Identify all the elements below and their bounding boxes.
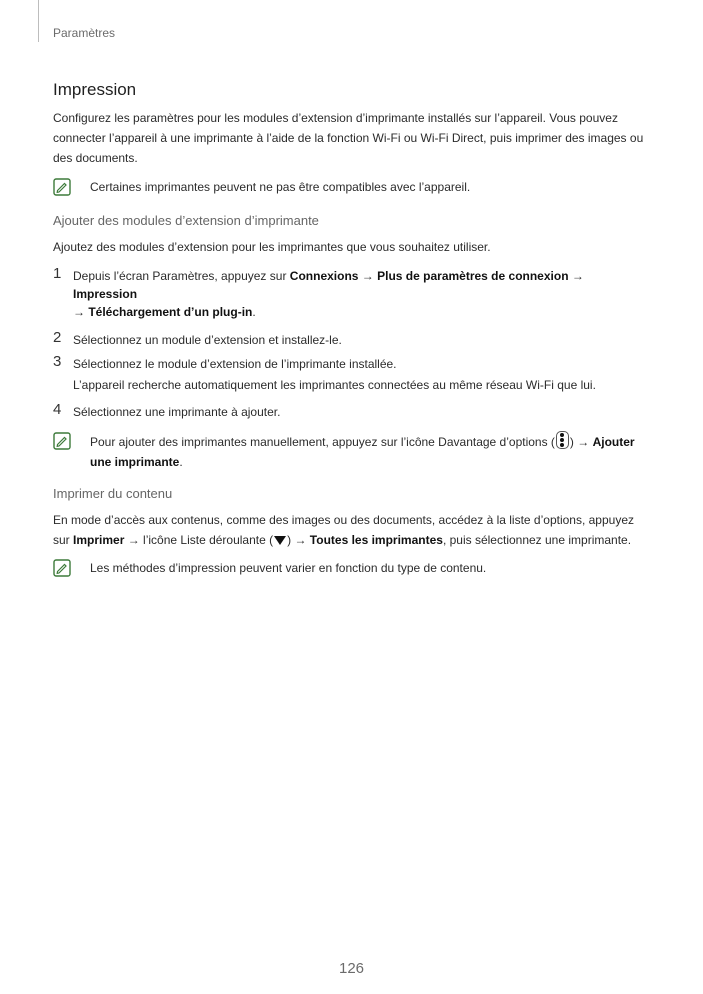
step-number: 4 xyxy=(53,401,62,418)
step-3: 3 Sélectionnez le module d’extension de l’imprimante installée. L’appareil recherche automatiquement les imprimantes connectées au même réseau Wi-Fi que lui. xyxy=(53,353,596,392)
dropdown-icon xyxy=(274,536,286,545)
section-heading-plugins: Ajouter des modules d’extension d’imprimante xyxy=(53,213,319,228)
step-number: 1 xyxy=(53,265,62,282)
step-2: 2 Sélectionnez un module d’extension et installez-le. xyxy=(53,329,342,347)
page-number: 126 xyxy=(338,960,365,977)
section-heading-print-content: Imprimer du contenu xyxy=(53,486,173,501)
menu-path-more-settings: Plus de paramètres de connexion xyxy=(377,269,569,283)
more-options-icon xyxy=(556,431,569,449)
header-divider xyxy=(38,0,39,42)
print-content-paragraph: En mode d’accès aux contenus, comme des images ou des documents, accédez à la liste d’options, appuyez sur Imprimer → l’icône Liste déroulante ( ) → Toutes les imprimantes, puis sélectionnez une imprimante. xyxy=(53,513,634,547)
menu-path-imprimer: Imprimer xyxy=(73,533,125,547)
step-4: 4 Sélectionnez une imprimante à ajouter. xyxy=(53,401,281,419)
menu-path-connexions: Connexions xyxy=(289,269,359,283)
note-add-printer: Pour ajouter des imprimantes manuellement, appuyez sur l’icône Davantage d’options ( ) → Ajouter une imprimante. xyxy=(53,431,649,472)
step-number: 2 xyxy=(53,329,62,346)
note-print-methods xyxy=(53,558,649,578)
menu-path-add-printer: Ajouter une imprimante xyxy=(90,435,635,469)
note-text: Certaines imprimantes peuvent ne pas être compatibles avec l’appareil. xyxy=(90,180,471,194)
page-content xyxy=(53,80,649,578)
note-text: Les méthodes d’impression peuvent varier en fonction du type de contenu. xyxy=(90,561,487,575)
page-title: Impression xyxy=(53,80,137,99)
menu-path-all-printers: Toutes les imprimantes xyxy=(309,533,443,547)
menu-path-impression: Impression xyxy=(73,287,138,301)
note-icon xyxy=(53,432,71,450)
plugins-paragraph: Ajoutez des modules d’extension pour les imprimantes que vous souhaitez utiliser. xyxy=(53,240,491,254)
step-number: 3 xyxy=(53,353,62,370)
note-icon xyxy=(53,559,71,577)
note-compatibility xyxy=(53,177,649,197)
step-3-detail: L’appareil recherche automatiquement les imprimantes connectées au même réseau Wi-Fi que lui. xyxy=(73,378,596,392)
step-1: 1 Depuis l’écran Paramètres, appuyez sur Connexions → Plus de paramètres de connexion → Impression → Téléchargement d’un plug-in. xyxy=(53,265,584,319)
running-header: Paramètres xyxy=(53,26,116,40)
menu-path-download-plugin: Téléchargement d’un plug-in xyxy=(88,305,253,319)
note-icon xyxy=(53,178,71,196)
intro-paragraph: Configurez les paramètres pour les modules d’extension d’imprimante installés sur l’appareil. Vous pouvez connecter l’appareil à une imprimante à l’aide de la fonction Wi-Fi ou Wi-Fi Direct, puis imprimer des images ou des documents. xyxy=(53,111,644,165)
